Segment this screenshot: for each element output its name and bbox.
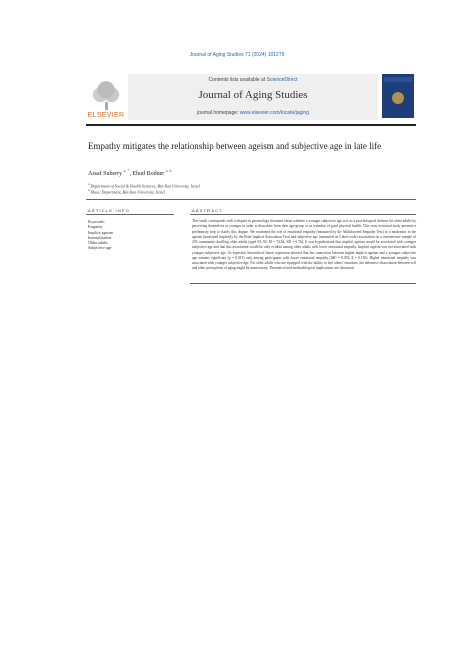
keyword-item: Empathy [88, 224, 103, 230]
author-marks: a, * [123, 168, 130, 173]
journal-header [86, 72, 416, 122]
homepage-prefix: journal homepage: [196, 110, 239, 116]
affiliation-b [88, 188, 165, 194]
keywords-label: Keywords: [88, 219, 106, 224]
author-list: Assaf Suberry $^{a, *}$, Ehud Bodner $^{a, b}$ [88, 168, 172, 177]
author-name[interactable]: Assaf Suberry [88, 171, 123, 177]
affiliation-mark: a [88, 182, 90, 186]
affiliations-divider [86, 199, 416, 200]
contents-prefix: Contents lists available at [208, 77, 266, 83]
publisher-name: ELSEVIER [87, 112, 125, 119]
header-divider [86, 124, 416, 126]
affiliation-mark: b [88, 188, 90, 192]
cover-banner [384, 77, 412, 82]
homepage-link[interactable]: www.elsevier.com/locate/jaging [239, 110, 309, 116]
journal-banner [128, 74, 378, 120]
cover-emblem-icon [392, 92, 404, 104]
keyword-item: Subjective age [88, 245, 112, 251]
article-info-divider [86, 214, 174, 215]
article-info-heading: ARTICLE INFO [88, 208, 130, 213]
article-title: Empathy mitigates the relationship between ageism and subjective age in late life [88, 141, 382, 151]
author-marks: a, b [165, 168, 172, 173]
tree-trunk [105, 102, 108, 110]
keywords-block [88, 219, 168, 251]
journal-citation[interactable]: Journal of Aging Studies 71 (2024) 101279 [189, 52, 285, 58]
affiliation-text: Department of Social & Health Sciences, Bar-Ilan University, Israel [90, 183, 200, 189]
abstract-divider [190, 214, 416, 215]
author-name[interactable]: Ehud Bodner [132, 171, 165, 177]
sciencedirect-link[interactable]: ScienceDirect [266, 77, 298, 83]
abstract-heading: ABSTRACT [192, 208, 223, 213]
keyword-item: Internalization [88, 234, 112, 240]
abstract-text: This study corresponds with a dispute in gerontology literature about whether a younger subjective age acts as a psychological defense for older adults by perceiving themselves as younger in order to dissociate from their age-group or as a marker of good physical health. This cross-sectional study presents a preliminary step to clarify this dispute. We examined the role of emotional empathy (measured by the Multifaceted Empathy Test) as a moderator in the ageism (measured implicitly by the Brief Implicit Association Test) and subjective age (measured on Likert scale) association on a convenience sample of 203 community-dwelling older adults (aged 65–90, M = 74.54, SD = 6.76). It was hypothesized that implicit ageism would be associated with younger subjective age and that this association would be only evident among older adults with lower emotional empathy. Implicit ageism was not associated with younger subjective age. As expected, hierarchical linear regression showed that the connection between higher implicit ageism and a younger subjective age remains significant (p = 0.013) only among participants with lower emotional empathy (ΔR² = 0.052, β = 0.156). Higher emotional empathy was associated with younger subjective age. For older adults who are equipped with the ability to feel others' emotions, the defensive dissociation between self and other perceptions of aging might be unnecessary. Theoretical and methodological implications are discussed. [192, 219, 416, 271]
elsevier-logo [86, 72, 126, 122]
keyword-item: Implicit ageism [88, 229, 113, 235]
journal-cover-thumbnail [382, 74, 414, 118]
affiliation-text: Music Department, Bar-Ilan University, Israel [90, 189, 166, 195]
keyword-item: Older adults [88, 240, 108, 246]
journal-title: Journal of Aging Studies [198, 89, 308, 101]
contents-line [128, 77, 378, 83]
homepage-line [128, 110, 378, 116]
abstract-end-divider [190, 283, 416, 284]
